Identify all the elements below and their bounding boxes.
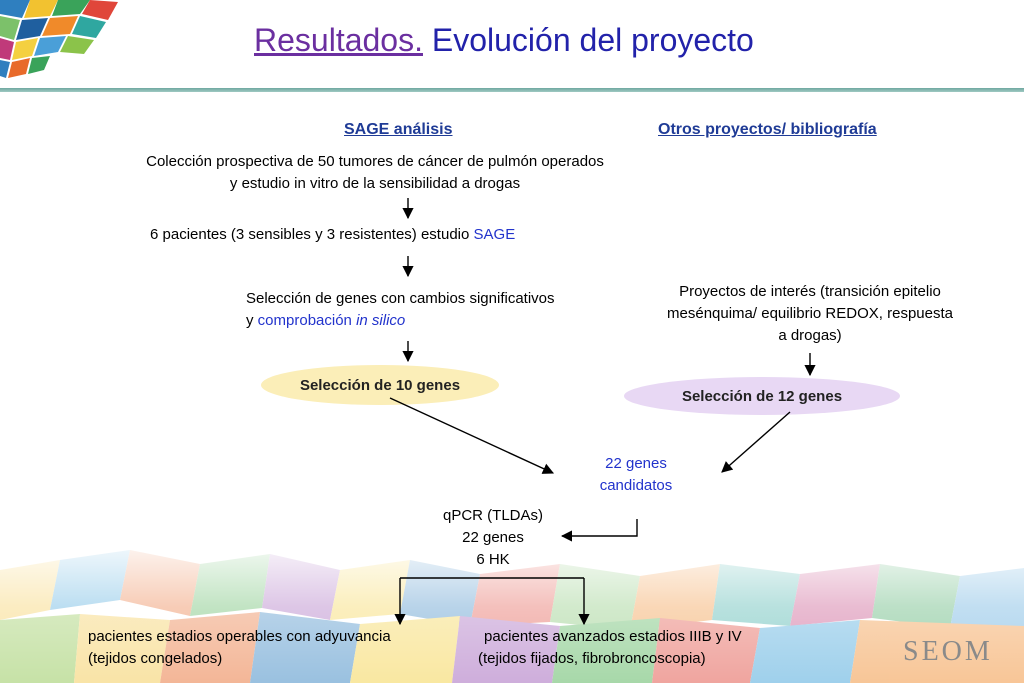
title-subtitle: Evolución del proyecto: [431, 22, 754, 58]
header-divider: [0, 88, 1024, 92]
step-proyectos-line1: Proyectos de interés (transición epitelio: [679, 283, 941, 300]
step-seleccion-comprobacion: comprobación: [257, 312, 357, 329]
step-pacientes-sage: [150, 224, 515, 246]
outcome-operables-line1: pacientes estadios operables con adyuvancia: [88, 628, 391, 645]
outcome-operables-line2: (tejidos congelados): [88, 650, 223, 667]
ellipse-seleccion-12-genes: Selección de 12 genes: [624, 377, 900, 415]
ellipse-seleccion-10-genes: Selección de 10 genes: [261, 365, 499, 405]
outcome-avanzados-line2: (tejidos fijados, fibrobroncoscopia): [478, 650, 706, 667]
step-seleccion-line2: [246, 310, 555, 332]
heading-otros-proyectos: Otros proyectos/ bibliografía: [658, 121, 877, 138]
step-seleccion-genes: [246, 288, 555, 332]
candidatos-line1: 22 genes: [605, 455, 667, 472]
heading-sage-analisis: SAGE análisis: [344, 121, 453, 138]
arrow-right-to-candidatos: [722, 412, 790, 472]
step-proyectos-line3: a drogas): [778, 327, 842, 344]
step-seleccion-prefix: y: [246, 312, 258, 329]
qpcr-line2: 22 genes: [462, 529, 524, 546]
outcome-avanzados: [478, 626, 742, 670]
candidatos-line2: candidatos: [599, 477, 673, 494]
node-22-genes-candidatos: [566, 453, 706, 497]
step-coleccion-line1: Colección prospectiva de 50 tumores de cáncer de pulmón operados: [146, 153, 604, 170]
step-seleccion-line1: Selección de genes con cambios significativos: [246, 290, 555, 307]
step-pacientes-text: 6 pacientes (3 sensibles y 3 resistentes) estudio: [150, 226, 474, 243]
step-proyectos-line2: mesénquima/ equilibrio REDOX, respuesta: [667, 305, 953, 322]
seom-logo: SEOM: [903, 636, 993, 667]
outcome-operables: [88, 626, 391, 670]
node-qpcr: [418, 505, 568, 571]
title-link-resultados[interactable]: Resultados.: [254, 22, 423, 58]
step-pacientes-sage-highlight: SAGE: [473, 226, 516, 243]
mosaic-logo-image: [0, 0, 125, 88]
step-proyectos-interes: [630, 281, 990, 347]
step-coleccion-line2: y estudio in vitro de la sensibilidad a drogas: [229, 175, 521, 192]
page-title: [254, 22, 754, 59]
step-coleccion-prospectiva: [100, 151, 650, 195]
qpcr-line3: 6 HK: [476, 551, 510, 568]
qpcr-line1: qPCR (TLDAs): [442, 507, 543, 524]
step-seleccion-in-silico: in silico: [356, 312, 406, 329]
outcome-avanzados-line1: pacientes avanzados estadios IIIB y IV: [484, 628, 742, 645]
arrow-left-to-candidatos: [390, 398, 553, 473]
